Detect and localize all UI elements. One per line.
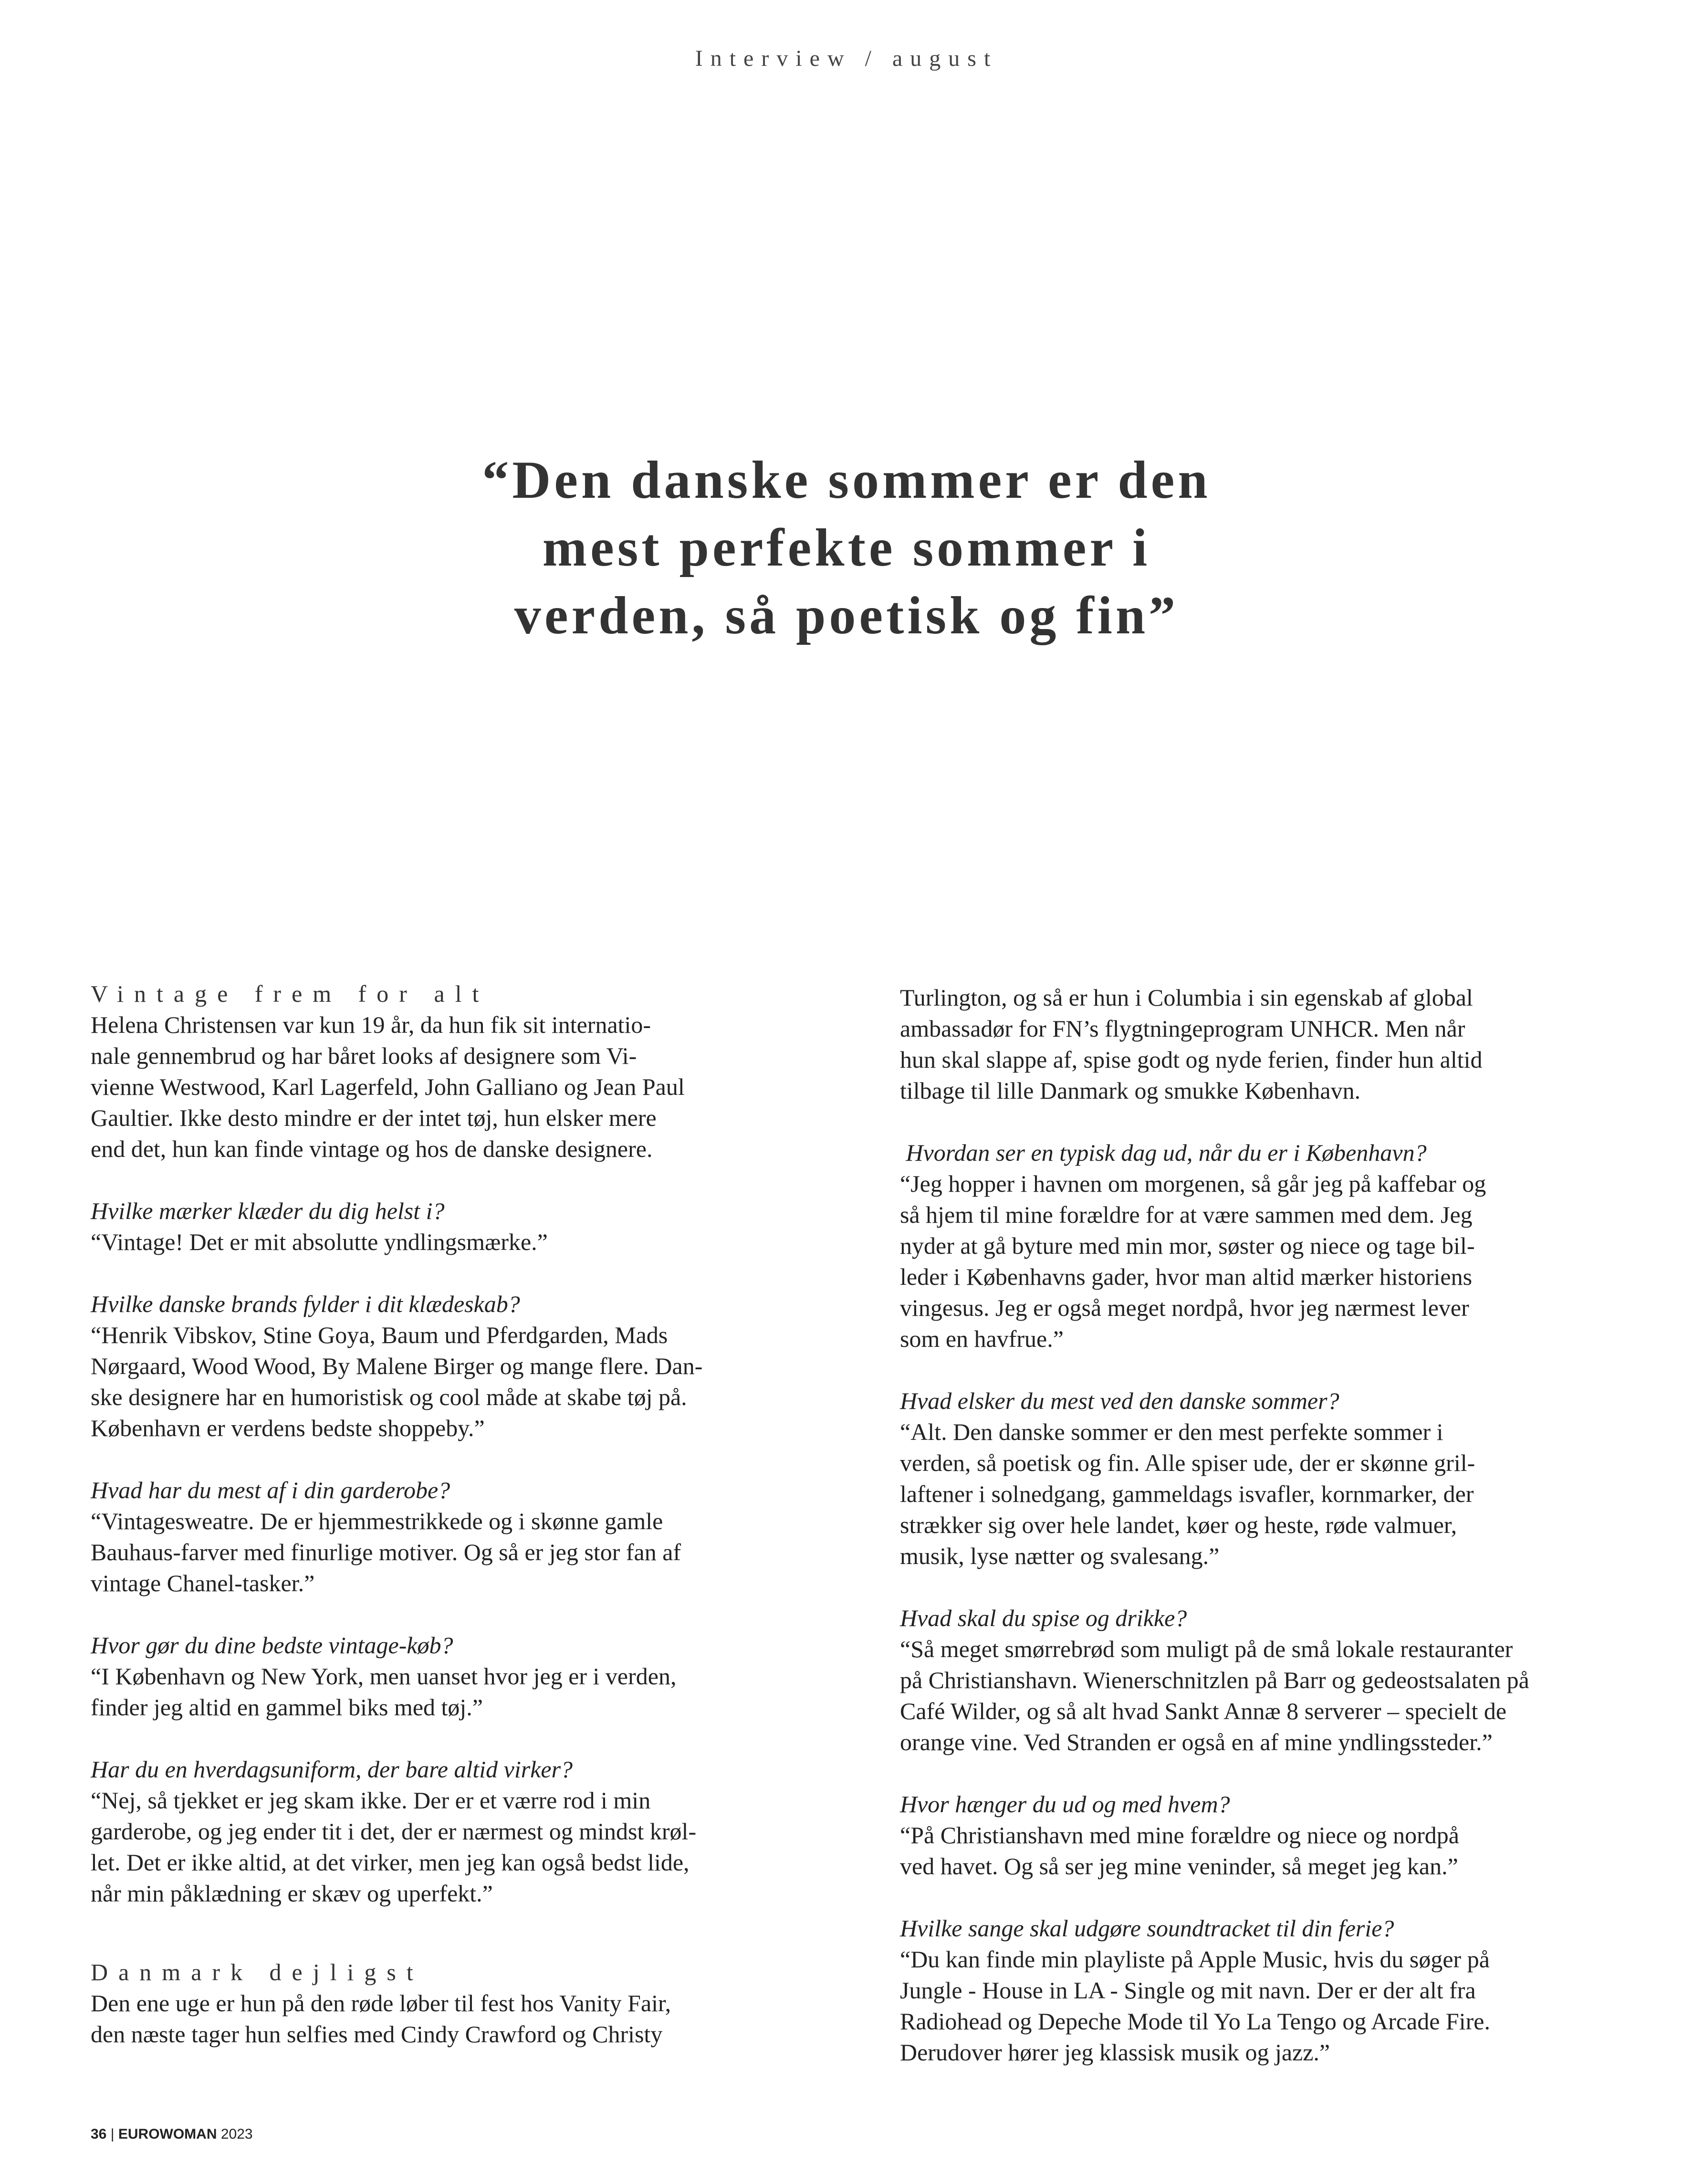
magazine-name: EUROWOMAN — [118, 2126, 217, 2142]
interview-answer: Radiohead og Depeche Mode til Yo La Tengo og Arcade Fire. — [900, 2008, 1490, 2035]
interview-question: Hvilke sange skal udgøre soundtracket til din ferie? — [900, 1915, 1394, 1942]
body-line: vienne Westwood, Karl Lagerfeld, John Galliano og Jean Paul — [91, 1073, 685, 1100]
section-heading-danmark: Danmark dejligst — [91, 1959, 424, 1985]
interview-answer: leder i Københavns gader, hvor man altid mærker historiens — [900, 1263, 1473, 1290]
interview-answer: Café Wilder, og så alt hvad Sankt Annæ 8 serverer – specielt de — [900, 1698, 1507, 1724]
interview-answer: Nørgaard, Wood Wood, By Malene Birger og mange flere. Dan- — [91, 1353, 703, 1379]
interview-answer: “Vintagesweatre. De er hjemmestrikkede og i skønne gamle — [91, 1508, 663, 1534]
body-line: Helena Christensen var kun 19 år, da hun fik sit internatio- — [91, 1011, 651, 1038]
footer-separator: | — [110, 2126, 115, 2142]
interview-answer: nyder at gå byture med min mor, søster og niece og tage bil- — [900, 1232, 1475, 1259]
interview-answer: orange vine. Ved Stranden er også en af mine yndlingssteder.” — [900, 1729, 1493, 1755]
interview-question: Hvor hænger du ud og med hvem? — [900, 1791, 1230, 1817]
interview-question: Hvad har du mest af i din garderobe? — [91, 1477, 450, 1503]
interview-answer: “Du kan finde min playliste på Apple Music, hvis du søger på — [900, 1946, 1490, 1973]
interview-answer: finder jeg altid en gammel biks med tøj.” — [91, 1694, 483, 1721]
header-section: Interview — [695, 46, 852, 71]
interview-answer: verden, så poetisk og fin. Alle spiser ude, der er skønne gril- — [900, 1449, 1475, 1476]
page-footer — [91, 2126, 253, 2142]
running-header — [0, 45, 1693, 72]
interview-answer: laftener i solnedgang, gammeldags isvafler, kornmarker, der — [900, 1480, 1474, 1507]
interview-answer: “Vintage! Det er mit absolutte yndlingsmærke.” — [91, 1228, 548, 1255]
interview-question: Hvilke danske brands fylder i dit klædeskab? — [91, 1291, 520, 1317]
left-column — [91, 978, 768, 2050]
pull-quote-line: verden, så poetisk og fin” — [514, 586, 1179, 645]
header-separator: / — [865, 46, 879, 71]
interview-answer: Bauhaus-farver med finurlige motiver. Og så er jeg stor fan af — [91, 1539, 681, 1565]
pull-quote-line: “Den danske sommer er den — [482, 451, 1211, 510]
interview-answer: “Jeg hopper i havnen om morgenen, så går jeg på kaffebar og — [900, 1170, 1486, 1197]
magazine-year: 2023 — [220, 2126, 253, 2142]
interview-answer: når min påklædning er skæv og uperfekt.” — [91, 1880, 493, 1907]
interview-question: Hvordan ser en typisk dag ud, når du er i København? — [900, 1139, 1427, 1166]
interview-answer: “Henrik Vibskov, Stine Goya, Baum und Pferdgarden, Mads — [91, 1322, 668, 1348]
interview-answer: “På Christianshavn med mine forældre og niece og nordpå — [900, 1822, 1459, 1848]
body-line: Turlington, og så er hun i Columbia i sin egenskab af global — [900, 984, 1473, 1011]
interview-question: Hvor gør du dine bedste vintage-køb? — [91, 1632, 453, 1659]
interview-answer: musik, lyse nætter og svalesang.” — [900, 1543, 1220, 1569]
body-line: tilbage til lille Danmark og smukke København. — [900, 1077, 1361, 1104]
interview-answer: Derudover hører jeg klassisk musik og jazz.” — [900, 2039, 1330, 2066]
body-line: nale gennembrud og har båret looks af designere som Vi- — [91, 1042, 637, 1069]
interview-answer: Jungle - House in LA - Single og mit navn. Der er der alt fra — [900, 1977, 1476, 2004]
pull-quote — [369, 446, 1324, 650]
interview-answer: let. Det er ikke altid, at det virker, men jeg kan også bedst lide, — [91, 1849, 690, 1876]
body-line: Gaultier. Ikke desto mindre er der intet tøj, hun elsker mere — [91, 1104, 657, 1131]
interview-answer: København er verdens bedste shoppeby.” — [91, 1415, 485, 1441]
pull-quote-line: mest perfekte sommer i — [542, 518, 1151, 578]
interview-answer: “I København og New York, men uanset hvor jeg er i verden, — [91, 1663, 677, 1690]
body-line: den næste tager hun selfies med Cindy Crawford og Christy — [91, 2021, 663, 2048]
section-heading-vintage: Vintage frem for alt — [91, 980, 490, 1007]
interview-answer: ved havet. Og så ser jeg mine veninder, så meget jeg kan.” — [900, 1853, 1458, 1880]
interview-question: Hvad elsker du mest ved den danske sommer? — [900, 1387, 1339, 1414]
body-line: Den ene uge er hun på den røde løber til fest hos Vanity Fair, — [91, 1990, 671, 2016]
interview-answer: vintage Chanel-tasker.” — [91, 1570, 315, 1596]
interview-answer: “Så meget smørrebrød som muligt på de små lokale restauranter — [900, 1636, 1513, 1662]
interview-question: Har du en hverdagsuniform, der bare altid virker? — [91, 1756, 573, 1783]
header-month: august — [892, 46, 998, 71]
interview-answer: “Alt. Den danske sommer er den mest perfekte sommer i — [900, 1418, 1443, 1445]
interview-answer: vingesus. Jeg er også meget nordpå, hvor jeg nærmest lever — [900, 1294, 1469, 1321]
interview-answer: strækker sig over hele landet, køer og heste, røde valmuer, — [900, 1512, 1457, 1538]
interview-answer: ske designere har en humoristisk og cool måde at skabe tøj på. — [91, 1384, 687, 1410]
body-line: hun skal slappe af, spise godt og nyde ferien, finder hun altid — [900, 1046, 1483, 1073]
interview-answer: garderobe, og jeg ender tit i det, der er nærmest og mindst krøl- — [91, 1818, 697, 1845]
interview-answer: som en havfrue.” — [900, 1325, 1064, 1352]
interview-answer: så hjem til mine forældre for at være sammen med dem. Jeg — [900, 1201, 1473, 1228]
interview-question: Hvad skal du spise og drikke? — [900, 1605, 1187, 1631]
page-number: 36 — [91, 2126, 107, 2142]
right-column — [900, 982, 1578, 2068]
interview-answer: på Christianshavn. Wienerschnitzlen på Barr og gedeostsalaten på — [900, 1667, 1529, 1693]
interview-question: Hvilke mærker klæder du dig helst i? — [91, 1197, 445, 1224]
interview-answer: “Nej, så tjekket er jeg skam ikke. Der er et værre rod i min — [91, 1787, 651, 1814]
body-line: ambassadør for FN’s flygtningeprogram UNHCR. Men når — [900, 1015, 1465, 1042]
body-line: end det, hun kan finde vintage og hos de danske designere. — [91, 1135, 653, 1162]
